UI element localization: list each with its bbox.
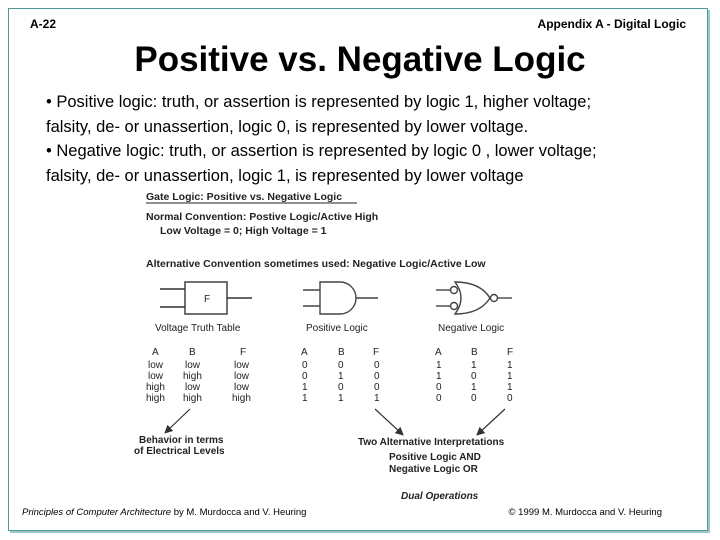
negative-table-header: A [435,347,442,358]
negative-table-cell: 0 [436,393,442,404]
voltage-table-cell: high [183,393,202,404]
voltage-table-cell: low [185,360,201,371]
interpretation-arrow-right [478,409,505,434]
book-title: Principles of Computer Architecture [22,507,172,518]
voltage-levels: Low Voltage = 0; High Voltage = 1 [160,225,327,237]
voltage-table-cell: high [232,393,251,404]
slide-title: Positive vs. Negative Logic [134,40,586,79]
negative-table-cell: 0 [471,393,477,404]
voltage-table-cell: high [146,393,165,404]
caption-voltage-table: Voltage Truth Table [155,323,241,334]
footer-citation [22,507,306,518]
interpretation-label: Positive Logic AND [389,452,481,463]
bullet-line: falsity, de- or unassertion, logic 0, is represented by lower voltage. [46,117,529,136]
positive-table-header: A [301,347,308,358]
positive-table-cell: 1 [302,393,308,404]
voltage-table-cell: low [234,382,250,393]
behavior-arrow [166,409,190,432]
voltage-table-cell: high [146,382,165,393]
interpretation-arrow-left [375,409,402,434]
negative-table-header: F [507,347,514,358]
voltage-table-cell: low [234,360,250,371]
positive-table-cell: 0 [374,382,380,393]
positive-table-cell: 0 [374,371,380,382]
positive-table-cell: 0 [302,371,308,382]
bullet-line: • Positive logic: truth, or assertion is represented by logic 1, higher voltage; [46,93,592,111]
negative-table-cell: 0 [436,382,442,393]
appendix-title: Appendix A - Digital Logic [537,17,686,31]
voltage-table-header: F [240,347,247,358]
voltage-table-cell: low [185,382,201,393]
caption-positive-logic: Positive Logic [306,323,368,334]
interpretation-label: Two Alternative Interpretations [358,437,505,448]
negative-table-cell: 1 [507,371,513,382]
positive-table-cell: 0 [374,360,380,371]
positive-table-cell: 1 [338,393,344,404]
interpretation-label: Negative Logic OR [389,464,478,475]
negative-table-cell: 0 [471,371,477,382]
book-authors: by M. Murdocca and V. Heuring [171,507,307,518]
bullet-line: • Negative logic: truth, or assertion is represented by logic 0 , lower voltage; [46,142,597,160]
normal-convention: Normal Convention: Postive Logic/Active High [146,211,379,223]
voltage-table-cell: low [148,371,164,382]
voltage-table-cell: low [148,360,164,371]
and-gate-icon [303,282,378,314]
footer-copyright: © 1999 M. Murdocca and V. Heuring [508,507,662,518]
dual-operations-label: Dual Operations [401,491,479,502]
positive-table-cell: 1 [374,393,380,404]
negative-table-cell: 1 [507,360,513,371]
positive-table-cell: 1 [302,382,308,393]
or-gate-icon [436,282,512,314]
positive-table-header: F [373,347,380,358]
negative-table-header: B [471,347,478,358]
behavior-label: of Electrical Levels [134,446,225,457]
negative-table-cell: 1 [436,371,442,382]
gate-box-label: F [204,294,211,305]
negative-table-cell: 1 [471,382,477,393]
positive-table-cell: 1 [338,371,344,382]
positive-table-cell: 0 [338,360,344,371]
voltage-table-cell: high [183,371,202,382]
caption-negative-logic: Negative Logic [438,323,505,334]
bullet-line: falsity, de- or unassertion, logic 1, is represented by lower voltage [46,166,524,185]
voltage-table-header: A [152,347,159,358]
voltage-table-cell: low [234,371,250,382]
positive-table-header: B [338,347,345,358]
voltage-table-header: B [189,347,196,358]
positive-table-cell: 0 [338,382,344,393]
positive-table-cell: 0 [302,360,308,371]
alt-convention: Alternative Convention sometimes used: Negative Logic/Active Low [146,258,486,270]
behavior-label: Behavior in terms [139,435,224,446]
slide-number: A-22 [30,17,57,31]
negative-table-cell: 1 [507,382,513,393]
negative-table-cell: 1 [471,360,477,371]
negative-table-cell: 1 [436,360,442,371]
figure-heading: Gate Logic: Positive vs. Negative Logic [146,191,343,203]
negative-table-cell: 0 [507,393,513,404]
